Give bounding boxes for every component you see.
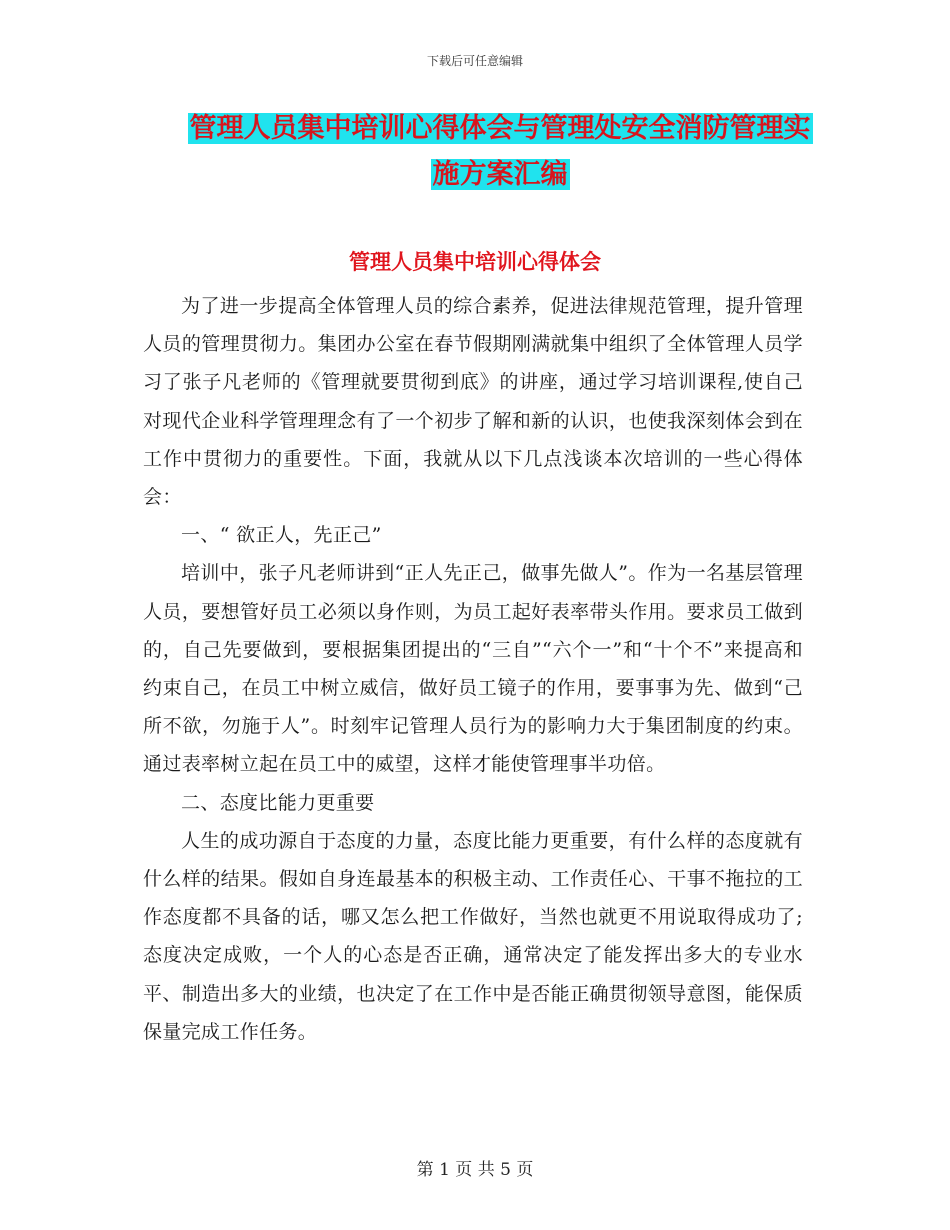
- document-title-line-1: 管理人员集中培训心得体会与管理处安全消防管理实: [189, 113, 811, 144]
- document-title: [150, 106, 850, 198]
- header-note: 下载后可任意编辑: [426, 54, 523, 68]
- subheading-2: 二、态度比能力更重要: [181, 791, 375, 814]
- subheading-1: 一、“ 欲正人，先正己”: [181, 524, 382, 547]
- document-title-line-2: 施方案汇编: [432, 159, 568, 190]
- paragraph-2: 人生的成功源自于态度的力量，态度比能力更重要，有什么样的态度就有什么样的结果。假如自身连最基本的积极主动、工作责任心、干事不拖拉的工作态度都不具备的话，哪又怎么把工作做好，当然也就更不用说取得成功了;态度决定成败，一个人的心态是否正确，通常决定了能发挥出多大的专业水平、制造出多大的业绩，也决定了在工作中是否能正确贯彻领导意图，能保质保量完成工作任务。: [143, 829, 803, 1043]
- paragraph-1: 培训中，张子凡老师讲到“正人先正己，做事先做人”。作为一名基层管理人员，要想管好员工必须以身作则，为员工起好表率带头作用。要求员工做到的，自己先要做到，要根据集团提出的“三自”“六个一”和“十个不”来提高和约束自己，在员工中树立威信，做好员工镜子的作用，要事事为先、做到“己所不欲，勿施于人”。时刻牢记管理人员行为的影响力大于集团制度的约束。通过表率树立起在员工中的威望，这样才能使管理事半功倍。: [143, 562, 803, 776]
- paragraph-intro: 为了进一步提高全体管理人员的综合素养，促进法律规范管理，提升管理人员的管理贯彻力。集团办公室在春节假期刚满就集中组织了全体管理人员学习了张子凡老师的《管理就要贯彻到底》的讲座，通过学习培训课程,使自己对现代企业科学管理理念有了一个初步了解和新的认识，也使我深刻体会到在工作中贯彻力的重要性。下面，我就从以下几点浅谈本次培训的一些心得体会：: [143, 295, 803, 509]
- section-title: 管理人员集中培训心得体会: [349, 249, 601, 274]
- document-body: [143, 287, 803, 1051]
- page-number-footer: 第 1 页 共 5 页: [416, 1160, 534, 1180]
